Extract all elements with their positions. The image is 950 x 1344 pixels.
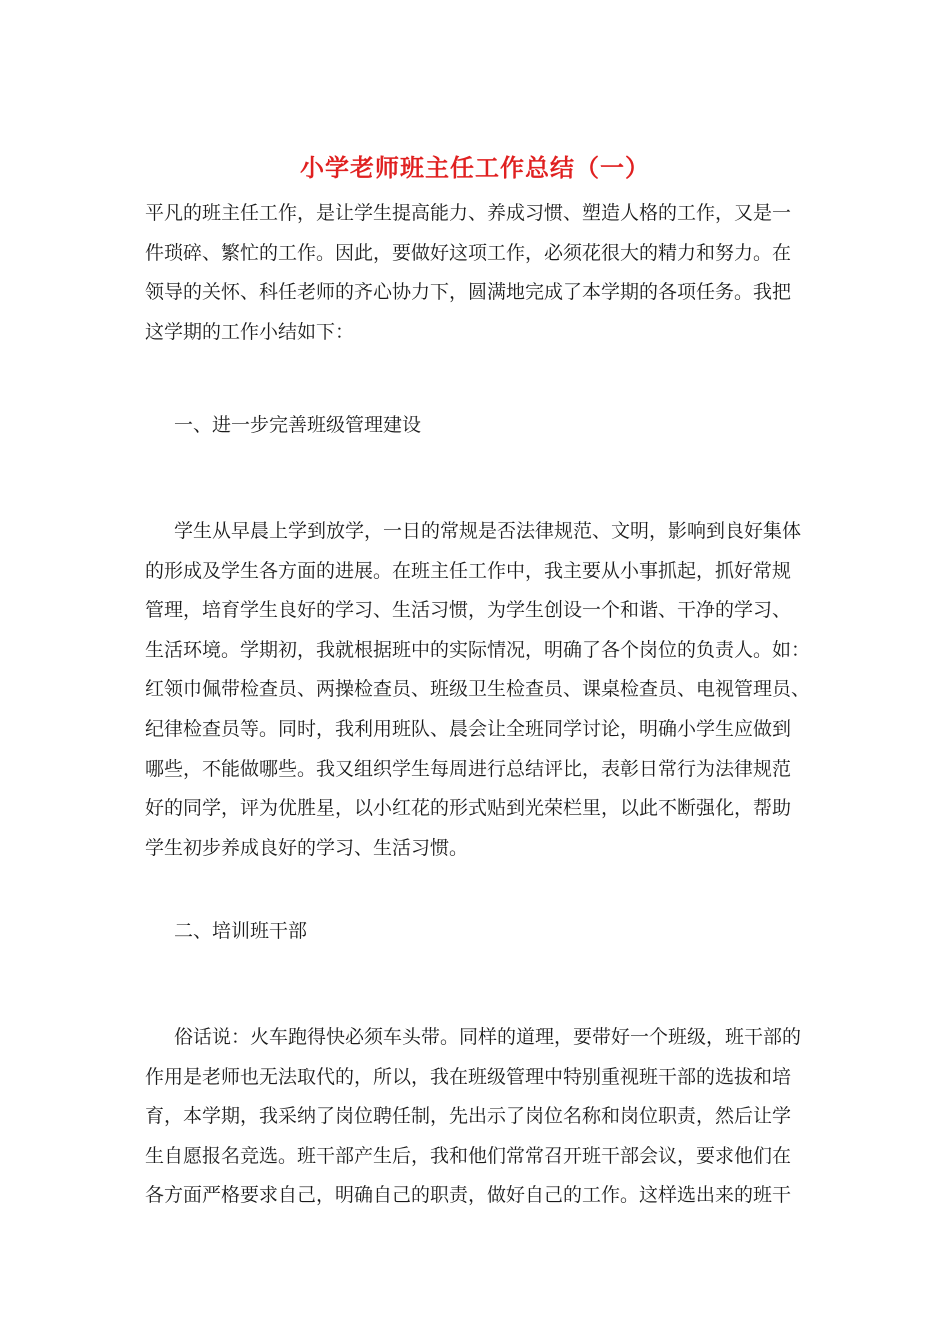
section-2-paragraph: [145, 1018, 813, 1216]
section-2-line: 各方面严格要求自己，明确自己的职责，做好自己的工作。这样选出来的班干: [145, 1184, 792, 1207]
section-1-line: 纪律检查员等。同时，我利用班队、晨会让全班同学讨论，明确小学生应做到: [145, 717, 792, 740]
section-1-line: 学生从早晨上学到放学，一日的常规是否法律规范、文明，影响到良好集体: [174, 520, 802, 542]
section-1-line: 学生初步养成良好的学习、生活习惯。: [145, 836, 469, 859]
intro-line: 件琐碎、繁忙的工作。因此，要做好这项工作，必须花很大的精力和努力。在: [145, 241, 792, 264]
section-1-paragraph: [145, 512, 813, 868]
intro-paragraph: [145, 194, 813, 352]
section-1-heading: 一、进一步完善班级管理建设: [174, 414, 422, 436]
intro-line: 这学期的工作小结如下：: [145, 320, 355, 343]
section-1-line: 的形成及学生各方面的进展。在班主任工作中，我主要从小事抓起，抓好常规: [145, 559, 792, 582]
section-1-line: 好的同学，评为优胜星，以小红花的形式贴到光荣栏里，以此不断强化，帮助: [145, 797, 792, 820]
intro-line: 平凡的班主任工作，是让学生提高能力、养成习惯、塑造人格的工作，又是一: [145, 202, 792, 224]
section-1-line: 管理，培育学生良好的学习、生活习惯，为学生创设一个和谐、干净的学习、: [145, 599, 792, 622]
section-2-heading: 二、培训班干部: [174, 920, 308, 942]
intro-line: 领导的关怀、科任老师的齐心协力下，圆满地完成了本学期的各项任务。我把: [145, 281, 792, 304]
section-2-line: 作用是老师也无法取代的，所以，我在班级管理中特别重视班干部的选拔和培: [145, 1065, 792, 1088]
section-2-line: 俗话说：火车跑得快必须车头带。同样的道理，要带好一个班级，班干部的: [174, 1026, 802, 1048]
section-2-line: 生自愿报名竞选。班干部产生后，我和他们常常召开班干部会议，要求他们在: [145, 1144, 792, 1167]
section-2-line: 育，本学期，我采纳了岗位聘任制，先出示了岗位名称和岗位职责，然后让学: [145, 1105, 792, 1128]
section-1-line: 哪些，不能做哪些。我又组织学生每周进行总结评比，表彰日常行为法律规范: [145, 757, 792, 780]
section-1-line: 生活环境。学期初，我就根据班中的实际情况，明确了各个岗位的负责人。如：: [145, 638, 811, 661]
section-1-line: 红领巾佩带检查员、两操检查员、班级卫生检查员、课桌检查员、电视管理员、: [145, 678, 811, 701]
document-title: 小学老师班主任工作总结（一）: [300, 153, 650, 182]
